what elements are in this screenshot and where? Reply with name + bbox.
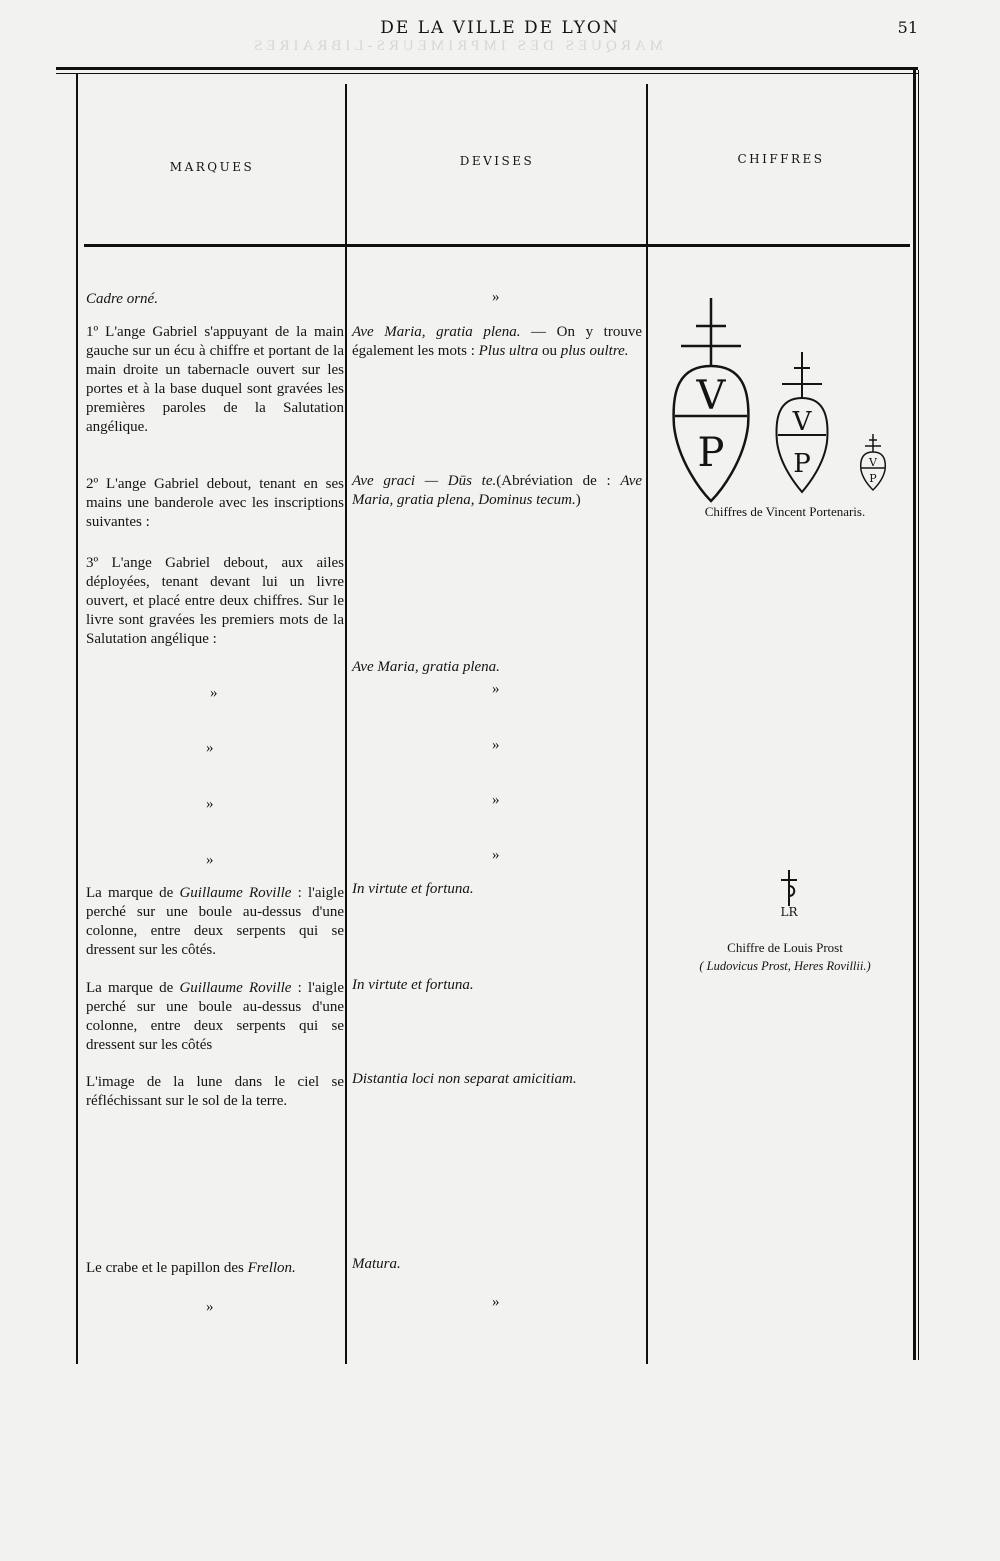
row3-devise-close: ) [575,492,581,508]
portenaris-letter-v-2: V [792,407,812,437]
row6-devise-ditto: » [492,737,500,753]
portenaris-letter-v: V [696,373,726,419]
prost-letters: LR [780,905,798,918]
row12-devise: Matura. [352,1256,401,1272]
row7-devise-ditto: » [492,792,500,808]
row12-marque-name: Frellon. [247,1260,296,1276]
portenaris-cipher-medium [772,350,832,495]
row11-marque: L'image de la lune dans le ciel se réfléchissant sur le sol de la terre. [86,1074,344,1109]
col-divider-2 [646,84,648,1364]
portenaris-letter-p: P [697,430,725,476]
col-header-chiffres: CHIFFRES [737,152,825,166]
row5-devise-ditto: » [492,681,500,697]
row10-marque-a: La marque de [86,980,180,996]
row10-marque [86,979,344,1055]
row9-marque-c: : l'aigle perché sur une boule au-dessus d'une colonne, entre deux serpents qui se dressent sur les côtés. [86,885,344,958]
row12-marque [86,1259,344,1278]
portenaris-letter-v-3: V [869,456,877,469]
page-number: 51 [897,18,918,37]
row2-devise [352,323,642,361]
row4-devise: Ave Maria, gratia plena. [352,659,500,675]
table-top-rule [56,67,918,70]
portenaris-cipher-large [666,296,756,506]
row10-marque-name: Guillaume Roville [179,980,292,996]
row3-devise-abbrev: Ave graci — Dūs te. [352,473,497,489]
table-right-border-2 [918,70,919,1360]
row11-devise: Distantia loci non separat amicitiam. [352,1071,577,1087]
row10-marque-c: : l'aigle perché sur une boule au-dessus d'une colonne, entre deux serpents qui se dressent sur les côtés [86,980,344,1053]
row3-marque: 2º L'ange Gabriel debout, tenant en ses mains une banderole avec les inscriptions suivantes : [86,476,344,530]
row2-marque: 1º L'ange Gabriel s'appuyant de la main gauche sur un écu à chiffre et portant de la main droite un tabernacle ouvert sur les portes et à la base duquel sont gravées les premières paroles de la Salutation angélique. [86,324,344,435]
row7-marque-ditto: » [206,796,214,812]
prost-caption: Chiffre de Louis Prost [727,940,843,955]
portenaris-caption: Chiffres de Vincent Portenaris. [704,504,866,519]
row2-devise-latin: Ave Maria, gratia plena. [352,324,521,340]
row2-devise-plus-oultre: plus oultre. [560,343,629,359]
col-divider-1 [345,84,347,1364]
portenaris-letter-p-3: P [869,472,877,485]
row2-devise-ou: ou [538,343,561,359]
portenaris-letter-p-2: P [793,449,811,479]
prost-cipher [772,868,806,918]
col-header-marques: MARQUES [169,160,255,174]
row9-marque-a: La marque de [86,885,180,901]
table-top-rule-2 [56,73,918,74]
row9-marque [86,884,344,960]
row8-marque-ditto: » [206,852,214,868]
header-bottom-rule [84,244,910,247]
row4-marque: 3º L'ange Gabriel debout, aux ailes déployées, tenant devant lui un livre ouvert, et placé entre deux chiffres. Sur le livre sont gravées les premiers mots de la Salutation angélique : [86,555,344,647]
table-right-border [913,70,916,1360]
table-left-border [76,74,78,1364]
row12-marque-a: Le crabe et le papillon des [86,1260,248,1276]
row3-devise-latin: Ave Maria, gratia plena, Dominus tecum. [352,473,643,508]
row1-marque: Cadre orné. [86,291,158,307]
portenaris-cipher-small [858,432,888,492]
row8-devise-ditto: » [492,847,500,863]
row3-devise-text: (Abréviation de : [496,473,621,489]
page-title: DE LA VILLE DE LYON [380,18,620,38]
row9-devise: In virtute et fortuna. [352,881,474,897]
row6-marque-ditto: » [206,740,214,756]
row13-marque-ditto: » [206,1299,214,1315]
row3-devise [352,472,642,510]
row10-devise: In virtute et fortuna. [352,977,474,993]
row2-devise-plus-ultra: Plus ultra [478,343,539,359]
row5-marque-ditto: » [210,685,218,701]
col-header-devises: DEVISES [459,154,535,168]
row1-devise: » [492,289,500,305]
row2-devise-text: — On y trouve également les mots : [352,324,642,359]
row9-marque-name: Guillaume Roville [179,885,292,901]
row13-devise-ditto: » [492,1294,500,1310]
ghost-text: MARQUES DES IMPRIMEURS-LIBRAIRES [250,38,664,54]
prost-caption-sub: ( Ludovicus Prost, Heres Rovillii.) [699,959,871,973]
